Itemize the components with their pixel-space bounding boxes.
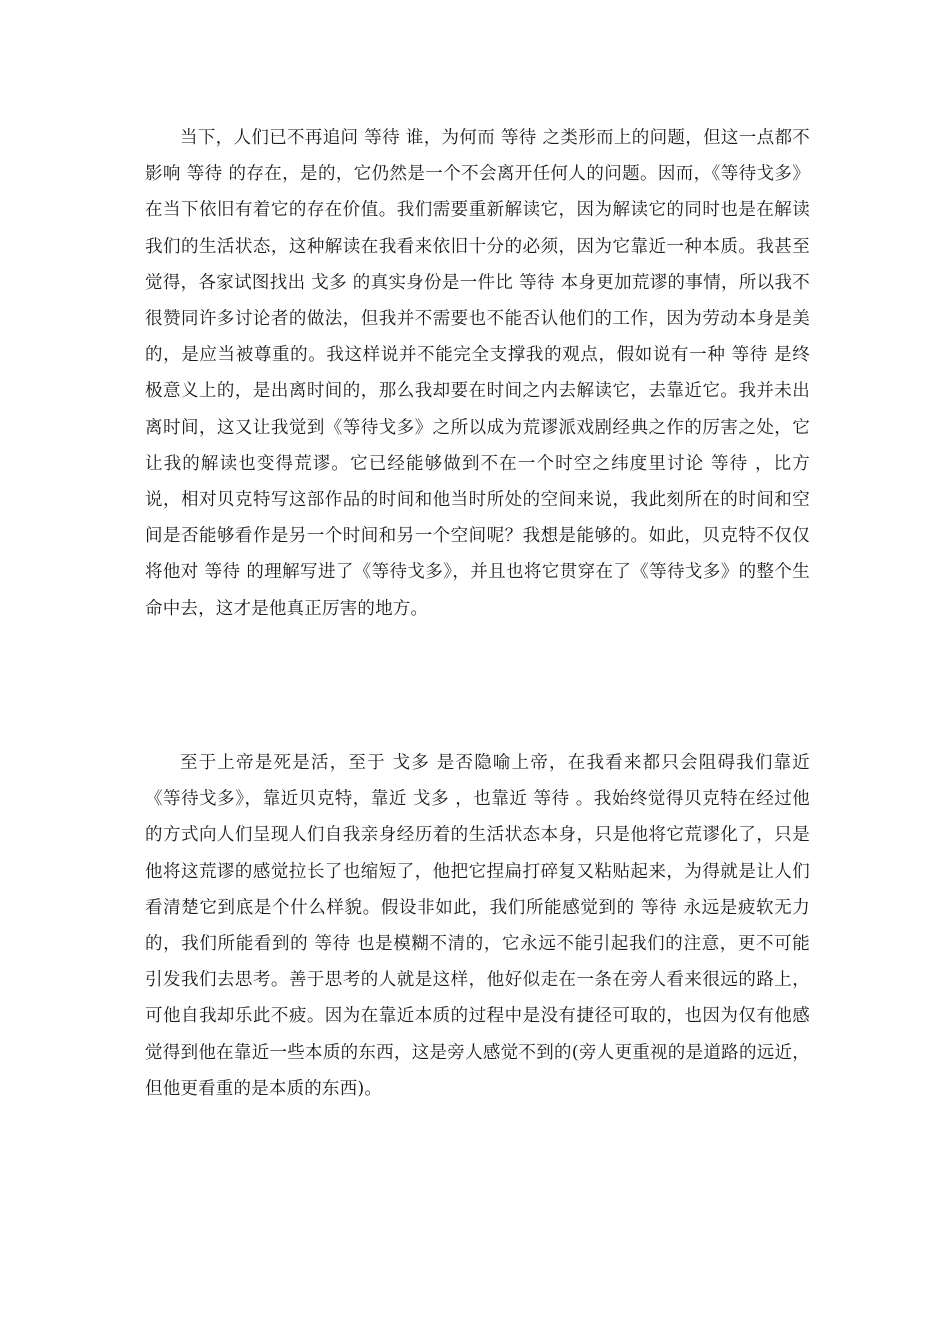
body-paragraph-2: 至于上帝是死是活，至于 戈多 是否隐喻上帝，在我看来都只会阻碍我们靠近《等待戈多》，靠近贝克特，靠近 戈多 ，也靠近 等待 。我始终觉得贝克特在经过他的方式向人们呈现人们自我亲身经历着的生活状态本身，只是他将它荒谬化了，只是他将这荒谬的感觉拉长了也缩短了，他把它捏扁打碎复又粘贴起来，为得就是让人们看清楚它到底是个什么样貌。假设非如此，我们所能感觉到的 等待 永远是疲软无力的，我们所能看到的 等待 也是模糊不清的，它永远不能引起我们的注意，更不可能引发我们去思考。善于思考的人就是这样，他好似走在一条在旁人看来很远的路上，可他自我却乐此不疲。因为在靠近本质的过程中是没有捷径可取的，也因为仅有他感觉得到他在靠近一些本质的东西，这是旁人感觉不到的(旁人更重视的是道路的远近，但他更看重的是本质的东西)。	[145, 753, 810, 1099]
body-paragraph-1: 当下，人们已不再追问 等待 谁，为何而 等待 之类形而上的问题，但这一点都不影响 等待 的存在，是的，它仍然是一个不会离开任何人的问题。因而，《等待戈多》在当下依旧有着它的存在价值。我们需要重新解读它，因为解读它的同时也是在解读我们的生活状态，这种解读在我看来依旧十分的必须，因为它靠近一种本质。我甚至觉得，各家试图找出 戈多 的真实身份是一件比 等待 本身更加荒谬的事情，所以我不很赞同许多讨论者的做法，但我并不需要也不能否认他们的工作，因为劳动本身是美的，是应当被尊重的。我这样说并不能完全支撑我的观点，假如说有一种 等待 是终极意义上的，是出离时间的，那么我却要在时间之内去解读它，去靠近它。我并未出离时间，这又让我觉到《等待戈多》之所以成为荒谬派戏剧经典之作的厉害之处，它让我的解读也变得荒谬。它已经能够做到不在一个时空之纬度里讨论 等待 ，比方说，相对贝克特写这部作品的时间和他当时所处的空间来说，我此刻所在的时间和空间是否能够看作是另一个时间和另一个空间呢？我想是能够的。如此，贝克特不仅仅将他对 等待 的理解写进了《等待戈多》，并且也将它贯穿在了《等待戈多》的整个生命中去，这才是他真正厉害的地方。	[145, 128, 810, 619]
